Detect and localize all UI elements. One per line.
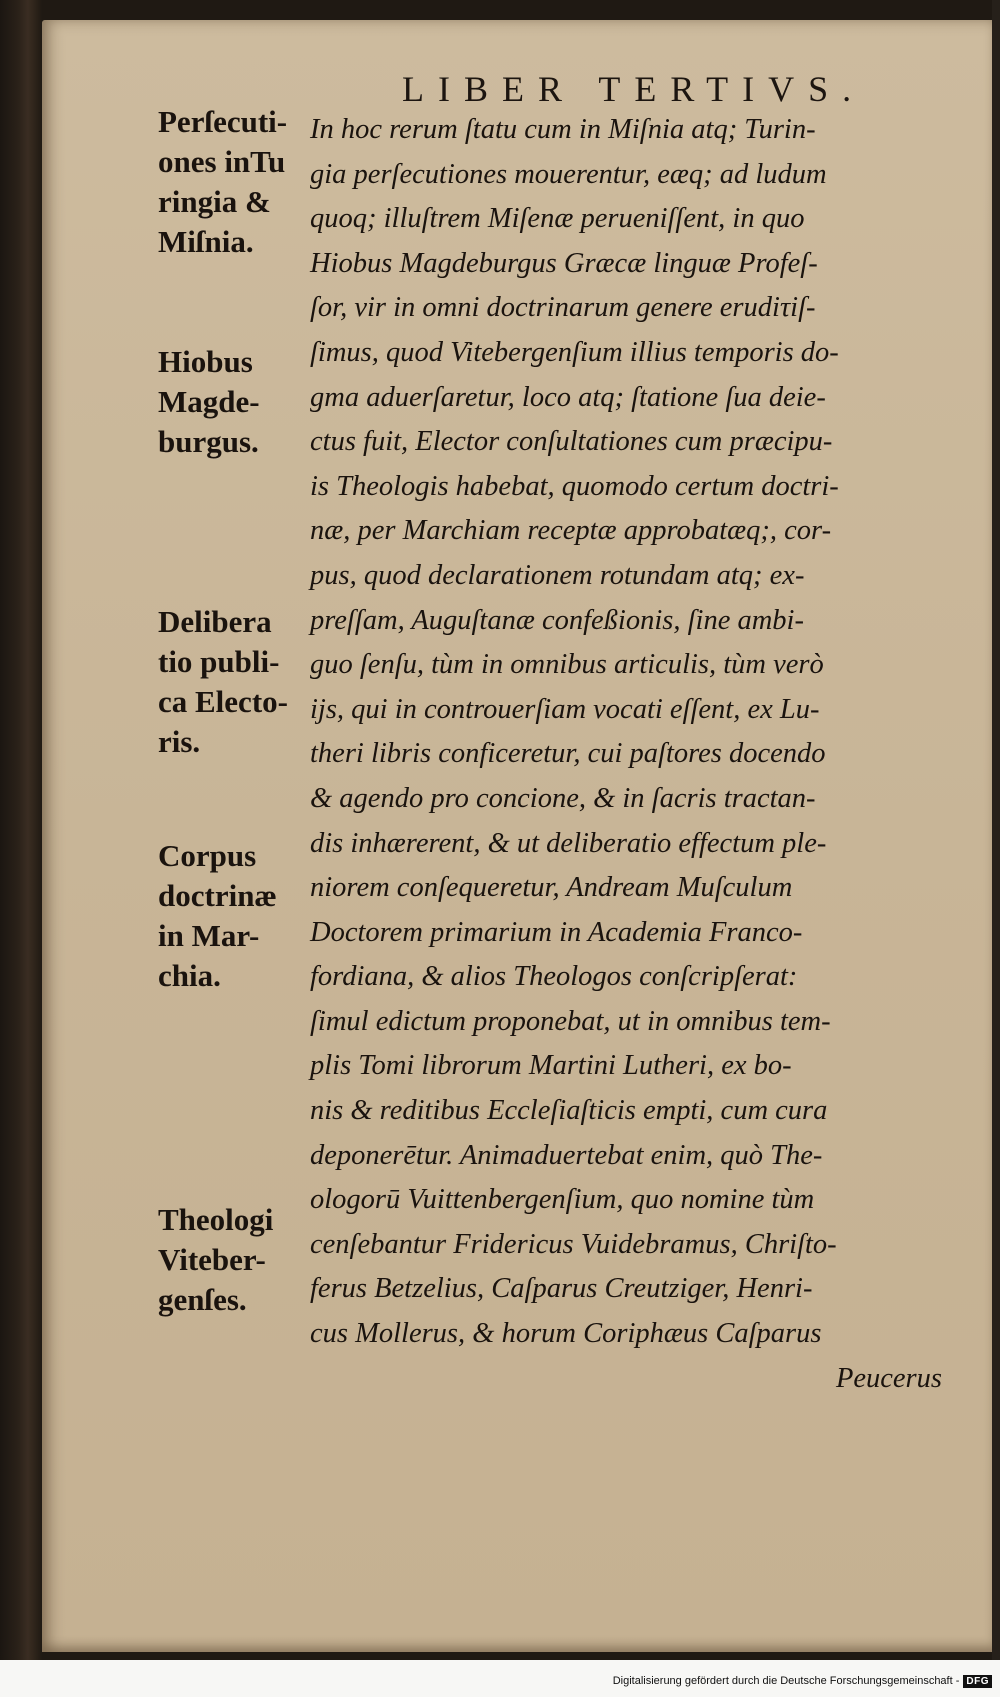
text-line: ologorū Vuittenbergenſium, quo nomine tùm bbox=[310, 1184, 815, 1216]
margin-note-hiobus: Hiobus Magde- burgus. bbox=[158, 344, 260, 459]
text-line: guo ſenſu, tùm in omnibus articulis, tùm verò bbox=[310, 649, 824, 681]
text-line: niorem conſequeretur, Andream Muſculum bbox=[310, 872, 793, 904]
text-line: quoq; illuſtrem Miſenæ perueniſſent, in quo bbox=[310, 203, 805, 235]
digitization-footer bbox=[613, 1672, 992, 1690]
footer-text: Digitalisierung gefördert durch die Deutsche Forschungsgemeinschaft - bbox=[612, 1675, 960, 1687]
text-line: Doctorem primarium in Academia Franco- bbox=[310, 916, 803, 948]
text-line: næ, per Marchiam receptæ approbatæq;, cor- bbox=[310, 515, 832, 547]
margin-note-corpus: Corpus doctrinæ in Mar- chia. bbox=[158, 838, 277, 993]
text-line: is Theologis habebat, quomodo certum doctri- bbox=[310, 470, 839, 502]
dfg-logo-icon: DFG bbox=[963, 1675, 992, 1688]
text-line: deponerētur. Animaduertebat enim, quò The- bbox=[310, 1139, 823, 1171]
text-line: theri libris conficeretur, cui paſtores docendo bbox=[310, 738, 826, 770]
text-line: gma aduerſaretur, loco atq; ſtatione ſua deie- bbox=[310, 381, 826, 413]
text-line: In hoc rerum ſtatu cum in Miſnia atq; Turin- bbox=[310, 114, 816, 145]
margin-note-theologi: Theologi Viteber- genſes. bbox=[158, 1202, 274, 1317]
text-line: Hiobus Magdeburgus Græcæ linguæ Profeſ- bbox=[310, 247, 818, 279]
text-line: fordiana, & alios Theologos conſcripſerat: bbox=[310, 961, 798, 993]
text-line: plis Tomi librorum Martini Lutheri, ex bo- bbox=[310, 1050, 792, 1082]
running-title: LIBER TERTIVS. bbox=[402, 69, 866, 109]
text-line: ſor, vir in omni doctrinarum genere erudiτiſ- bbox=[310, 292, 816, 324]
main-text bbox=[310, 108, 950, 1401]
text-line: pus, quod declarationem rotundam atq; ex- bbox=[310, 559, 805, 591]
text-line: gia perſecutiones mouerentur, eæq; ad ludum bbox=[310, 158, 827, 190]
text-line: nis & reditibus Eccleſiaſticis empti, cum cura bbox=[310, 1095, 828, 1127]
text-line: cenſebantur Fridericus Vuidebramus, Chriſto- bbox=[310, 1228, 837, 1260]
text-line: ferus Betzelius, Caſparus Creutziger, Henri- bbox=[310, 1273, 813, 1305]
text-line: dis inhærerent, & ut deliberatio effectum ple- bbox=[310, 827, 827, 859]
catchword: Peucerus bbox=[835, 1362, 942, 1394]
margin-note-persecutiones: Perſecuti- ones inTu ringia & Miſnia. bbox=[158, 104, 288, 259]
text-line: cus Mollerus, & horum Coriphæus Caſparus bbox=[310, 1318, 822, 1350]
text-line: ctus fuit, Elector conſultationes cum præcipu- bbox=[310, 426, 833, 458]
text-line: ſimul edictum proponebat, ut in omnibus tem- bbox=[310, 1005, 831, 1037]
text-line: ſimus, quod Vitebergenſium illius temporis do- bbox=[310, 336, 839, 368]
margin-note-deliberatio: Delibera tio publi- ca Electo- ris. bbox=[158, 604, 288, 759]
text-line: & agendo pro concione, & in ſacris tractan- bbox=[310, 782, 816, 814]
text-line: preſſam, Auguſtanæ confeßionis, ſine ambi- bbox=[310, 604, 804, 636]
text-line: ijs, qui in controuerſiam vocati eſſent, ex Lu- bbox=[310, 693, 820, 725]
